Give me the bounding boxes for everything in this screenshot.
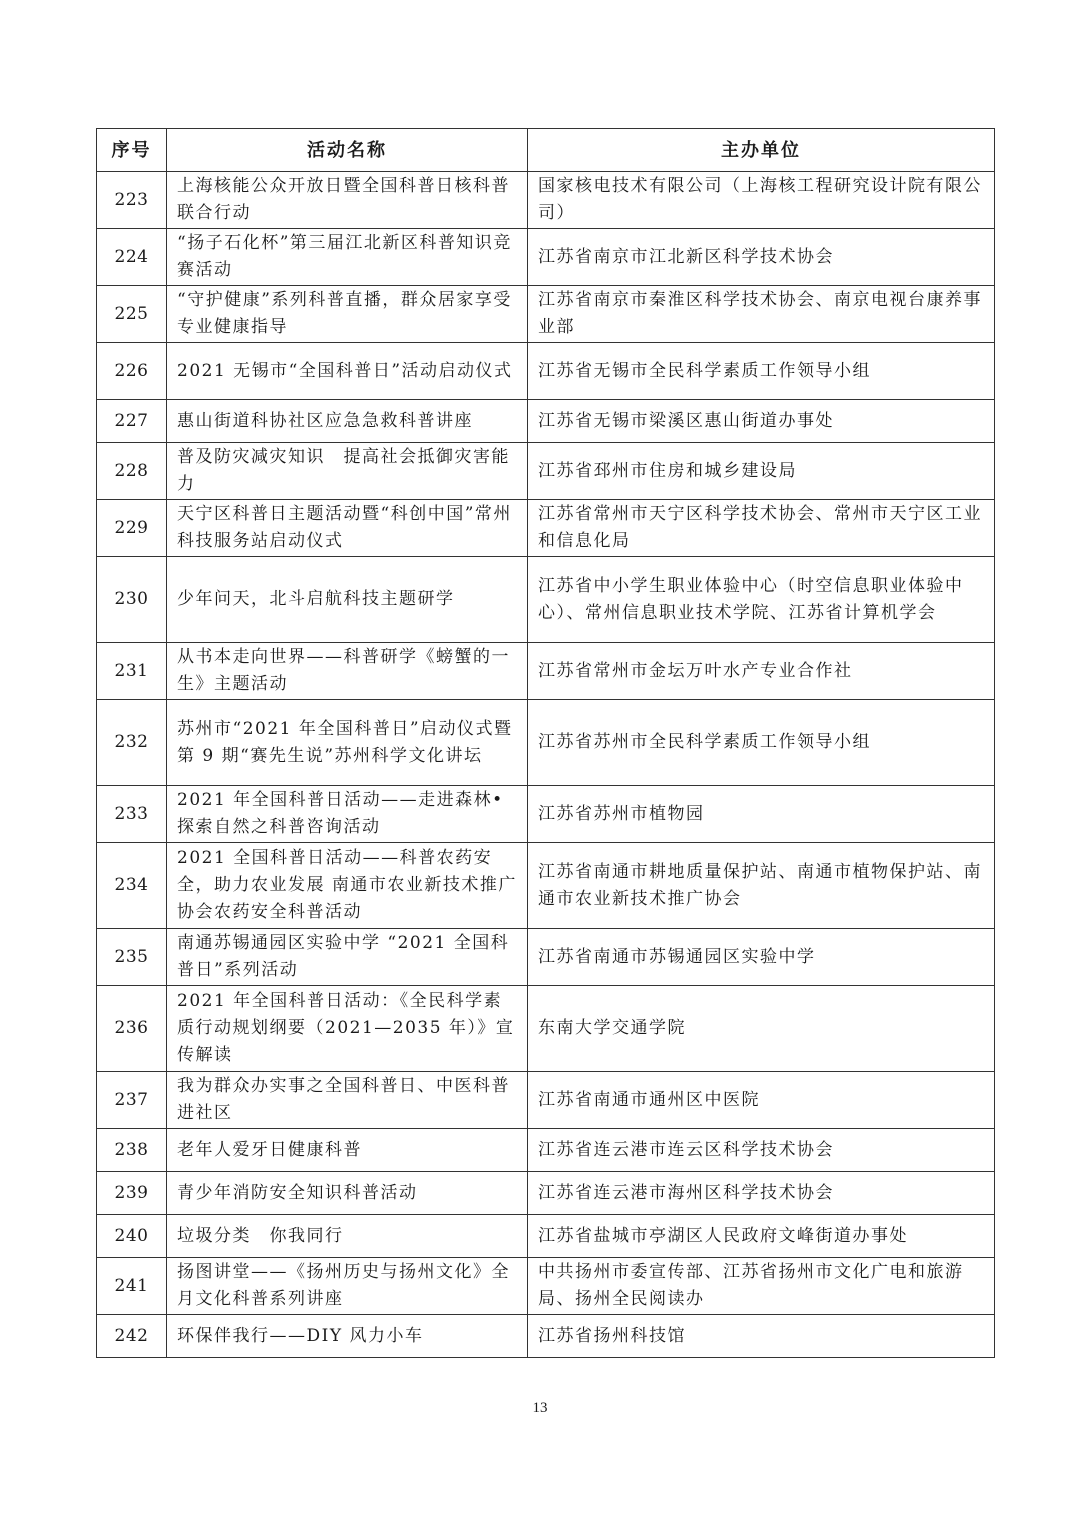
table-row <box>97 172 995 229</box>
row-activity-name: 2021 全国科普日活动——科普农药安全，助力农业发展 南通市农业新技术推广协会农药安全科普活动 <box>167 843 528 929</box>
header-organizer: 主办单位 <box>528 129 995 172</box>
table-row <box>97 1315 995 1358</box>
table-row <box>97 1215 995 1258</box>
row-organizer: 江苏省连云港市连云区科学技术协会 <box>528 1129 995 1172</box>
table-row <box>97 986 995 1072</box>
row-serial-number: 229 <box>97 500 167 557</box>
row-serial-number: 225 <box>97 286 167 343</box>
table-row <box>97 786 995 843</box>
row-activity-name: 天宁区科普日主题活动暨“科创中国”常州科技服务站启动仪式 <box>167 500 528 557</box>
row-activity-name: 环保伴我行——DIY 风力小车 <box>167 1315 528 1358</box>
row-activity-name: 苏州市“2021 年全国科普日”启动仪式暨第 9 期“赛先生说”苏州科学文化讲坛 <box>167 700 528 786</box>
row-activity-name: 垃圾分类 你我同行 <box>167 1215 528 1258</box>
row-serial-number: 228 <box>97 443 167 500</box>
row-organizer: 江苏省连云港市海州区科学技术协会 <box>528 1172 995 1215</box>
row-organizer: 江苏省邳州市住房和城乡建设局 <box>528 443 995 500</box>
header-serial-number: 序号 <box>97 129 167 172</box>
row-activity-name: 我为群众办实事之全国科普日、中医科普进社区 <box>167 1072 528 1129</box>
row-organizer: 江苏省苏州市全民科学素质工作领导小组 <box>528 700 995 786</box>
row-activity-name: “守护健康”系列科普直播，群众居家享受专业健康指导 <box>167 286 528 343</box>
row-activity-name: 2021 年全国科普日活动——走进森林•探索自然之科普咨询活动 <box>167 786 528 843</box>
row-organizer: 江苏省南通市耕地质量保护站、南通市植物保护站、南通市农业新技术推广协会 <box>528 843 995 929</box>
table-row <box>97 1258 995 1315</box>
row-organizer: 江苏省常州市金坛万叶水产专业合作社 <box>528 643 995 700</box>
row-serial-number: 238 <box>97 1129 167 1172</box>
row-organizer: 中共扬州市委宣传部、江苏省扬州市文化广电和旅游局、扬州全民阅读办 <box>528 1258 995 1315</box>
row-organizer: 国家核电技术有限公司（上海核工程研究设计院有限公司） <box>528 172 995 229</box>
header-activity-name: 活动名称 <box>167 129 528 172</box>
table-row <box>97 843 995 929</box>
row-activity-name: 青少年消防安全知识科普活动 <box>167 1172 528 1215</box>
row-serial-number: 236 <box>97 986 167 1072</box>
row-serial-number: 223 <box>97 172 167 229</box>
table-row <box>97 229 995 286</box>
table-row <box>97 1129 995 1172</box>
row-organizer: 江苏省南通市通州区中医院 <box>528 1072 995 1129</box>
row-serial-number: 224 <box>97 229 167 286</box>
row-activity-name: 2021 无锡市“全国科普日”活动启动仪式 <box>167 343 528 400</box>
row-activity-name: “扬子石化杯”第三届江北新区科普知识竞赛活动 <box>167 229 528 286</box>
table-row <box>97 643 995 700</box>
row-serial-number: 233 <box>97 786 167 843</box>
row-organizer: 江苏省南京市江北新区科学技术协会 <box>528 229 995 286</box>
row-serial-number: 242 <box>97 1315 167 1358</box>
row-serial-number: 241 <box>97 1258 167 1315</box>
row-serial-number: 227 <box>97 400 167 443</box>
table-header-row <box>97 129 995 172</box>
row-activity-name: 从书本走向世界——科普研学《螃蟹的一生》主题活动 <box>167 643 528 700</box>
row-organizer: 江苏省中小学生职业体验中心（时空信息职业体验中心）、常州信息职业技术学院、江苏省计算机学会 <box>528 557 995 643</box>
row-organizer: 江苏省苏州市植物园 <box>528 786 995 843</box>
row-organizer: 东南大学交通学院 <box>528 986 995 1072</box>
table-row <box>97 700 995 786</box>
row-activity-name: 少年问天，北斗启航科技主题研学 <box>167 557 528 643</box>
table-row <box>97 929 995 986</box>
table-row <box>97 443 995 500</box>
row-serial-number: 232 <box>97 700 167 786</box>
row-activity-name: 南通苏锡通园区实验中学 “2021 全国科普日”系列活动 <box>167 929 528 986</box>
row-organizer: 江苏省南通市苏锡通园区实验中学 <box>528 929 995 986</box>
row-organizer: 江苏省盐城市亭湖区人民政府文峰街道办事处 <box>528 1215 995 1258</box>
row-serial-number: 231 <box>97 643 167 700</box>
row-activity-name: 老年人爱牙日健康科普 <box>167 1129 528 1172</box>
row-serial-number: 234 <box>97 843 167 929</box>
row-organizer: 江苏省常州市天宁区科学技术协会、常州市天宁区工业和信息化局 <box>528 500 995 557</box>
table-row <box>97 500 995 557</box>
row-serial-number: 240 <box>97 1215 167 1258</box>
table-row <box>97 1072 995 1129</box>
row-organizer: 江苏省无锡市梁溪区惠山街道办事处 <box>528 400 995 443</box>
row-serial-number: 230 <box>97 557 167 643</box>
table-row <box>97 1172 995 1215</box>
row-activity-name: 2021 年全国科普日活动：《全民科学素质行动规划纲要（2021—2035 年）》宣传解读 <box>167 986 528 1072</box>
row-activity-name: 上海核能公众开放日暨全国科普日核科普联合行动 <box>167 172 528 229</box>
row-activity-name: 惠山街道科协社区应急急救科普讲座 <box>167 400 528 443</box>
row-serial-number: 239 <box>97 1172 167 1215</box>
row-organizer: 江苏省无锡市全民科学素质工作领导小组 <box>528 343 995 400</box>
row-organizer: 江苏省扬州科技馆 <box>528 1315 995 1358</box>
row-serial-number: 235 <box>97 929 167 986</box>
page-number: 13 <box>532 1400 548 1416</box>
row-serial-number: 226 <box>97 343 167 400</box>
activity-table <box>96 128 995 1358</box>
row-serial-number: 237 <box>97 1072 167 1129</box>
table-row <box>97 400 995 443</box>
table-row <box>97 557 995 643</box>
table-row <box>97 343 995 400</box>
row-organizer: 江苏省南京市秦淮区科学技术协会、南京电视台康养事业部 <box>528 286 995 343</box>
row-activity-name: 普及防灾减灾知识 提高社会抵御灾害能力 <box>167 443 528 500</box>
table-row <box>97 286 995 343</box>
row-activity-name: 扬图讲堂——《扬州历史与扬州文化》全月文化科普系列讲座 <box>167 1258 528 1315</box>
